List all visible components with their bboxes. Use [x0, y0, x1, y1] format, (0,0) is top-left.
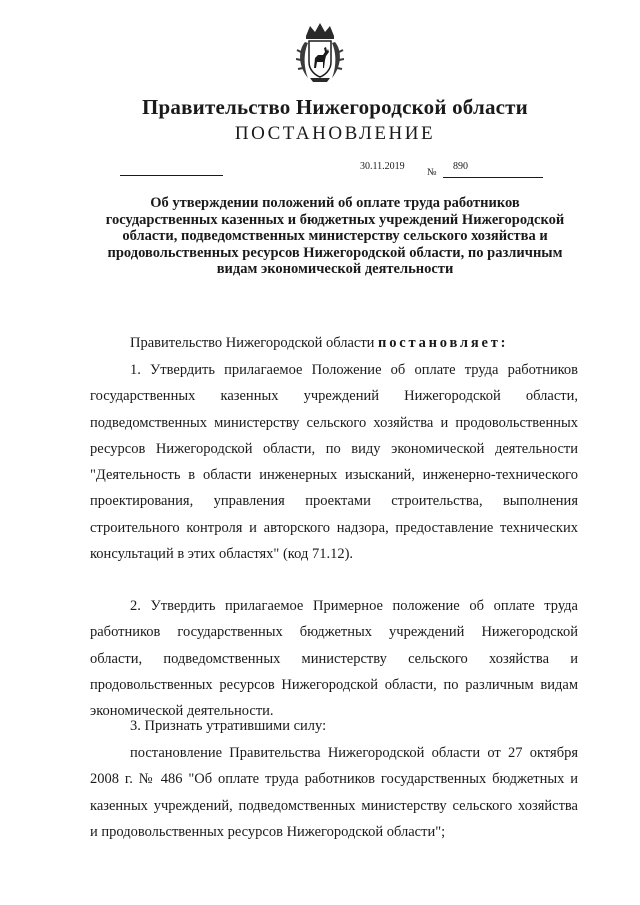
paragraph-item-1: 1. Утвердить прилагаемое Положение об оплате труда работников государственных казенных учреждений Нижегородской области, подведомственных министерству сельского хозяйства и продовольственных ресурсов Нижегородской области, по виду экономической деятельности "Деятельность в области инженерных изысканий, инженерно-технического проектирования, управления проектами строительства, выполнения строительного контроля и авторского надзора, предоставление технических консультаций в этих областях" (код 71.12). [90, 362, 578, 563]
document-type-heading: ПОСТАНОВЛЕНИЕ [234, 123, 436, 144]
paragraph-item-2: 2. Утвердить прилагаемое Примерное положение об оплате труда работников государственных бюджетных учреждений Нижегородской области, подведомственных министерству сельского хозяйства и продовольственных ресурсов Нижегородской области, по различным видам экономической деятельности. [90, 598, 578, 720]
signature-date-line [120, 175, 223, 176]
number-sign: № [427, 167, 437, 178]
paragraph-item-3: 3. Признать утратившими силу: [130, 718, 327, 734]
coat-of-arms-icon [296, 22, 344, 84]
intro-verb: постановляет: [378, 335, 509, 351]
document-number: 890 [453, 161, 468, 172]
document-subject: Об утверждении положений об оплате труда работников государственных казенных и бюджетных учреждений Нижегородской области, подведомственных министерству сельского хозяйства и продовольственных ресурсов Нижегородской области, по различным видам экономической деятельности [105, 195, 565, 277]
paragraph-item-3-sub: постановление Правительства Нижегородской области от 27 октября 2008 г. № 486 "Об оплате труда работников государственных бюджетных и казенных учреждений, подведомственных министерству сельского хозяйства и продовольственных ресурсов Нижегородской области"; [90, 745, 578, 840]
number-line [443, 177, 543, 178]
document-date: 30.11.2019 [360, 161, 405, 172]
intro-paragraph [90, 330, 578, 356]
intro-lead: Правительство Нижегородской области [130, 335, 375, 351]
government-title: Правительство Нижегородской области [142, 95, 528, 119]
